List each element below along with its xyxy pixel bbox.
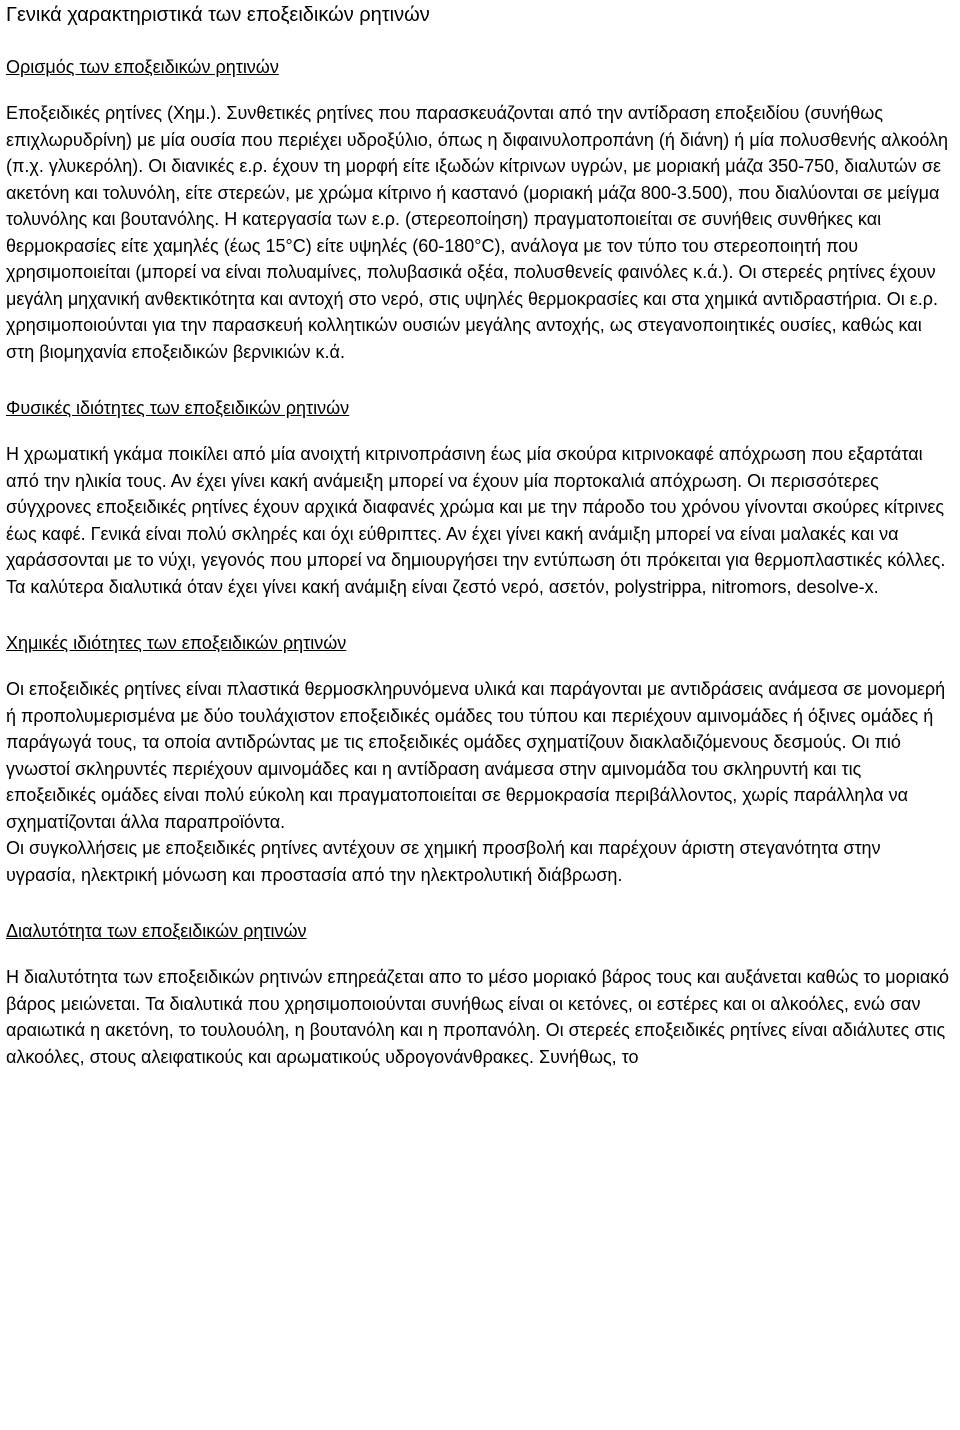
paragraph: Η διαλυτότητα των εποξειδικών ρητινών επηρεάζεται απο το μέσο μοριακό βάρος τους και αυξάνεται καθώς το μοριακό βάρος μειώνεται. Τα διαλυτικά που χρησιμοποιούνται συνήθως είναι οι κετόνες, οι εστέρες και οι αλκοόλες, ενώ σαν αραιωτικά η ακετόνη, το τουλουόλη, η βουτανόλη και η προπανόλη. Οι στερεές εποξειδικές ρητίνες είναι αδιάλυτες στις αλκοόλες, στους αλειφατικούς και αρωματικούς υδρογονάνθρακες. Συνήθως, το: [6, 967, 950, 1067]
section-heading: Διαλυτότητα των εποξειδικών ρητινών: [6, 921, 307, 941]
paragraph: Οι εποξειδικές ρητίνες είναι πλαστικά θερμοσκληρυνόμενα υλικά και παράγονται με αντιδράσεις ανάμεσα σε μονομερή ή προπολυμερισμένα με δύο τουλάχιστον εποξειδικές ομάδες του τύπου και περιέχουν αμινομάδες ή όξινες ομάδες ή παράγωγά τους, τα οποία αντιδρώντας με τις εποξειδικές ομάδες σχηματίζουν διακλαδιζόμενους δεσμούς. Οι πιό γνωστοί σκληρυντές περιέχουν αμινομάδες και η αντίδραση ανάμεσα στην αμινομάδα του σκληρυντή και τις εποξειδικές ομάδες είναι πολύ εύκολη και πραγματοποιείται σε θερμοκρασία περιβάλλοντος, χωρίς παράλληλα να σχηματίζονται άλλα παραπροϊόντα.: [6, 679, 946, 832]
section-chemical-properties: [6, 630, 954, 888]
document-title: Γενικά χαρακτηριστικά των εποξειδικών ρητινών: [6, 4, 430, 26]
section-solubility: [6, 918, 954, 1070]
section-heading: Φυσικές ιδιότητες των εποξειδικών ρητινών: [6, 398, 350, 418]
paragraph: Εποξειδικές ρητίνες (Χημ.). Συνθετικές ρητίνες που παρασκευάζονται από την αντίδραση εποξειδίου (συνήθως επιχλωρυδρίνη) με μία ουσία που περιέχει υδροξύλιο, όπως η διφαινυλοπροπάνη (ή διάνη) ή μία πολυσθενής αλκοόλη (π.χ. γλυκερόλη). Οι διανικές ε.ρ. έχουν τη μορφή είτε ιξωδών κίτρινων υγρών, με μοριακή μάζα 350-750, διαλυτών σε ακετόνη και τολυνόλη, είτε στερεών, με χρώμα κίτρινο ή καστανό (μοριακή μάζα 800-3.500), που διαλύονται σε μείγμα τολυνόλης και βουτανόλης. Η κατεργασία των ε.ρ. (στερεοποίηση) πραγματοποιείται σε συνήθεις συνθήκες και θερμοκρασίες είτε χαμηλές (έως 15°C) είτε υψηλές (60-180°C), ανάλογα με τον τύπο του στερεοποιητή που χρησιμοποιείται (μπορεί να είναι πολυαμίνες, πολυβασικά οξέα, πολυσθενείς φαινόλες κ.ά.). Οι στερεές ρητίνες έχουν μεγάλη μηχανική ανθεκτικότητα και αντοχή στο νερό, στις υψηλές θερμοκρασίες και στα χημικά αντιδραστήρια. Οι ε.ρ. χρησιμοποιούνται για την παρασκευή κολλητικών ουσιών μεγάλης αντοχής, ως στεγανοποιητικές ουσίες, καθώς και στη βιομηχανία εποξειδικών βερνικιών κ.ά.: [6, 103, 949, 362]
section-heading: Ορισμός των εποξειδικών ρητινών: [6, 57, 279, 77]
paragraph: Οι συγκολλήσεις με εποξειδικές ρητίνες αντέχουν σε χημική προσβολή και παρέχουν άριστη στεγανότητα στην υγρασία, ηλεκτρική μόνωση και προστασία από την ηλεκτρολυτική διάβρωση.: [6, 838, 881, 885]
section-physical-properties: [6, 395, 954, 600]
section-heading: Χημικές ιδιότητες των εποξειδικών ρητινών: [6, 633, 347, 653]
section-definition: [6, 54, 954, 365]
paragraph: Η χρωματική γκάμα ποικίλει από μία ανοιχτή κιτρινοπράσινη έως μία σκούρα κιτρινοκαφέ απόχρωση που εξαρτάται από την ηλικία τους. Αν έχει γίνει κακή ανάμειξη μπορεί να έχουν μία πορτοκαλιά απόχρωση. Οι περισσότερες σύγχρονες εποξειδικές ρητίνες έχουν αρχικά διαφανές χρώμα και με την πάροδο του χρόνου γίνονται σκούρες κίτρινες έως καφέ. Γενικά είναι πολύ σκληρές και όχι εύθριπτες. Αν έχει γίνει κακή ανάμιξη μπορεί να είναι μαλακές και να χαράσσονται με το νύχι, γεγονός που μπορεί να δημιουργήσει την εντύπωση ότι πρόκειται για θερμοπλαστικές κόλλες. Τα καλύτερα διαλυτικά όταν έχει γίνει κακή ανάμιξη είναι ζεστό νερό, ασετόν, polystrippa, nitromors, desolve-x.: [6, 444, 946, 597]
